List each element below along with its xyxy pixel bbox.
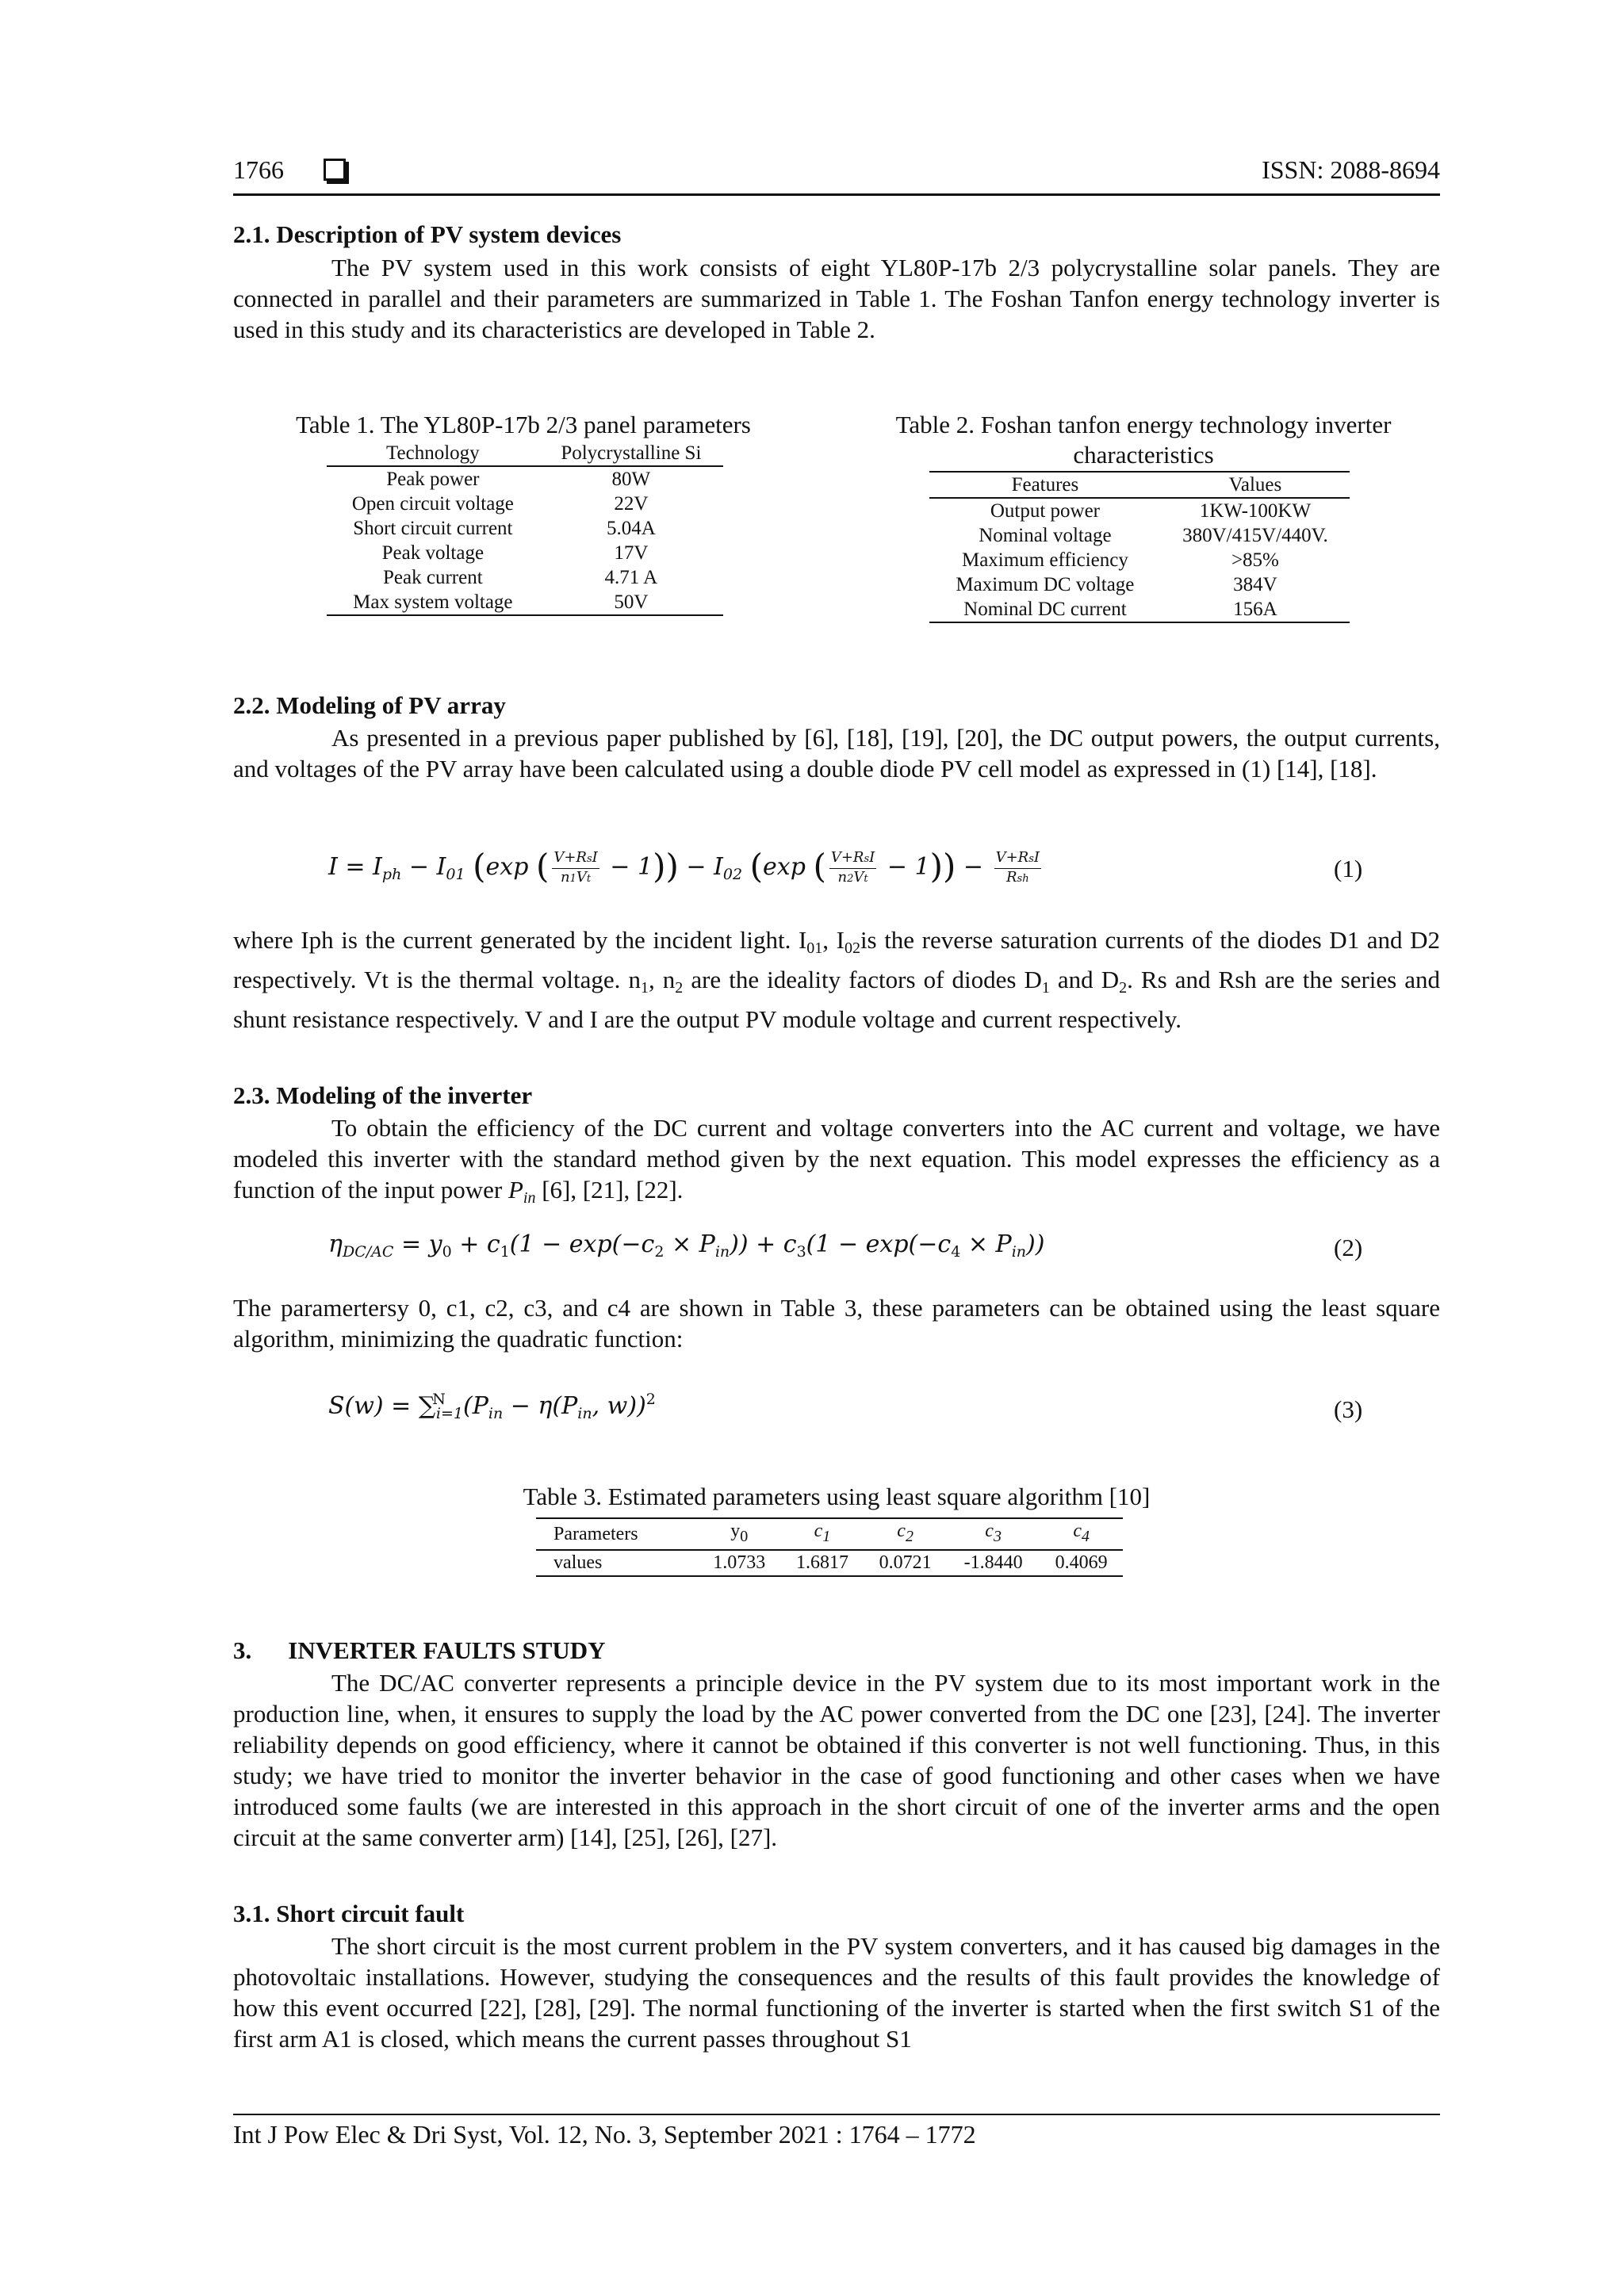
table-2 — [858, 409, 1429, 623]
equation-3: $S(w) = \sum^N_{i=1}(P_{in} - \eta(P_{in}$, w))$^2$ — [328, 1391, 656, 1422]
table-row: Nominal voltage 380V/415V/440V. — [979, 525, 1328, 546]
table-row: Max system voltage 50V — [327, 590, 723, 615]
table-3-grid — [536, 1517, 1123, 1577]
table-row: Maximum efficiency >85% — [961, 549, 1279, 571]
section-2-3-paragraph: To obtain the efficiency of the DC current and voltage converters into the AC current and voltage, we have modeled this inverter with the standard method given by the next equation. This model expresses the efficiency as a function of the input power $P_{in}$ [6], [21], [22]. — [233, 1114, 1440, 1207]
table-row: Nominal DC current 156A — [929, 597, 1350, 622]
equation-2-number: (2) — [1334, 1234, 1363, 1261]
equation-2: $\eta_{DC/AC} = y_0 + c_1(1 - \exp(-c_2 \times P_{in})) + c_3(1 - \exp(-c_4 \times P_{in}))$ — [328, 1230, 1045, 1261]
footer-rule — [233, 2114, 1440, 2115]
page-number: 1766 — [233, 155, 284, 184]
section-2-2-after-paragraph: where Iph is the current generated by the incident light. $I_{01}$, $I_{02}is$ the reverse saturation currents of the diodes D1 and D2 respectively. Vt is the thermal voltage. $n_1$, $n_2$ are the ideality factors of diodes $D_1$ and $D_2$. Rs and Rsh are the series and shunt resistance respectively. V and I are the output PV module voltage and current respectively. — [233, 926, 1441, 1033]
table-2-grid — [929, 471, 1350, 623]
section-2-3-heading: 2.3. Modeling of the inverter — [233, 1081, 533, 1109]
section-2-2-paragraph: As presented in a previous paper published by [6], [18], [19], [20], the DC output powers, the output currents, and voltages of the PV array have been calculated using a double diode PV cell model as expressed in (1) [14], [18]. — [233, 724, 1440, 783]
table-1-caption: Table 1. The YL80P-17b 2/3 panel parameters — [296, 411, 751, 438]
equation-3-number: (3) — [1334, 1395, 1363, 1423]
table-3-caption: Table 3. Estimated parameters using least square algorithm [10] — [523, 1483, 1151, 1510]
equation-1-number: (1) — [1334, 855, 1363, 882]
section-2-1-paragraph: The PV system used in this work consists of eight YL80P-17b 2/3 polycrystalline solar panels. They are connected in parallel and their parameters are summarized in Table 1. The Foshan Tanfon energy technology inverter is used in this study and its characteristics are developed in Table 2. — [233, 254, 1440, 343]
section-2-2-heading: 2.2. Modeling of PV array — [233, 691, 506, 719]
section-3-heading: 3. INVERTER FAULTS STUDY — [233, 1636, 606, 1664]
issn: ISSN: 2088-8694 — [1262, 155, 1440, 184]
checkbox-square-icon — [324, 159, 346, 181]
table-row: Peak voltage 17V — [381, 542, 649, 564]
section-3-1-paragraph: The short circuit is the most current problem in the PV system converters, and it has caused big damages in the photovoltaic installations. However, studying the consequences and the results of this fault provides the knowledge of how this event occurred [22], [28], [29]. The normal functioning of the inverter is started when the first switch S1 of the first arm A1 is closed, which means the current passes throughout S1 — [233, 1932, 1440, 2053]
table-2-caption-line2: characteristics — [1073, 441, 1214, 469]
table-row: Maximum DC voltage 384V — [956, 574, 1277, 595]
section-2-1-heading: 2.1. Description of PV system devices — [233, 220, 622, 248]
table-row: Short circuit current 5.04A — [353, 518, 656, 539]
table-1 — [270, 409, 777, 616]
table-row: values 1.0733 1.6817 0.0721 -1.8440 0.4069 — [536, 1550, 1123, 1576]
header-rule — [233, 193, 1440, 196]
section-3-1-heading: 3.1. Short circuit fault — [233, 1900, 465, 1927]
page-header — [233, 155, 1440, 195]
table-row: Output power 1KW-100KW — [990, 500, 1312, 522]
table-row: Peak current 4.71 A — [383, 567, 658, 588]
table-row: Peak power 80W — [386, 469, 651, 490]
section-3-paragraph: The DC/AC converter represents a principle device in the PV system due to its most important work in the production line, when, it ensures to supply the load by the AC power converted from the DC one [23], [24]. The inverter reliability depends on good efficiency, where it cannot be obtained if this converter is not well functioning. Thus, in this study; we have tried to monitor the inverter behavior in the case of good functioning and other cases when we have introduced some faults (we are interested in this approach in the short circuit of one of the inverter arms and the open circuit at the same converter arm) [14], [25], [26], [27]. — [233, 1669, 1440, 1851]
table-2-caption-line1: Table 2. Foshan tanfon energy technology inverter — [895, 411, 1392, 438]
page-footer: Int J Pow Elec & Dri Syst, Vol. 12, No. 3, September 2021 : 1764 – 1772 — [233, 2120, 976, 2149]
table-row: Technology Polycrystalline Si — [327, 441, 723, 466]
table-row: Features Values — [929, 472, 1350, 498]
table-row: Open circuit voltage 22V — [351, 493, 649, 515]
equation-1: $I = I_{ph} - I_{01}$ (exp ( $\frac{\text{V+RsI}}{n1Vt}$ − $1)) - I_{02}$ (exp ( $\frac{\text{V+RsI}}{n2Vt}$ − 1)) − $\frac{\text{V+RsI}}{\text{Rsh}}$ — [328, 847, 1040, 886]
table-row: Parameters $y_0$ $c_1$ $c_2$ $c_3$ $c_4$ — [536, 1518, 1123, 1550]
table-1-grid — [327, 441, 723, 616]
section-2-3-paragraph-2: The paramertersy 0, c1, c2, c3, and c4 are shown in Table 3, these parameters can be obtained using the least square algorithm, minimizing the quadratic function: — [233, 1294, 1440, 1353]
